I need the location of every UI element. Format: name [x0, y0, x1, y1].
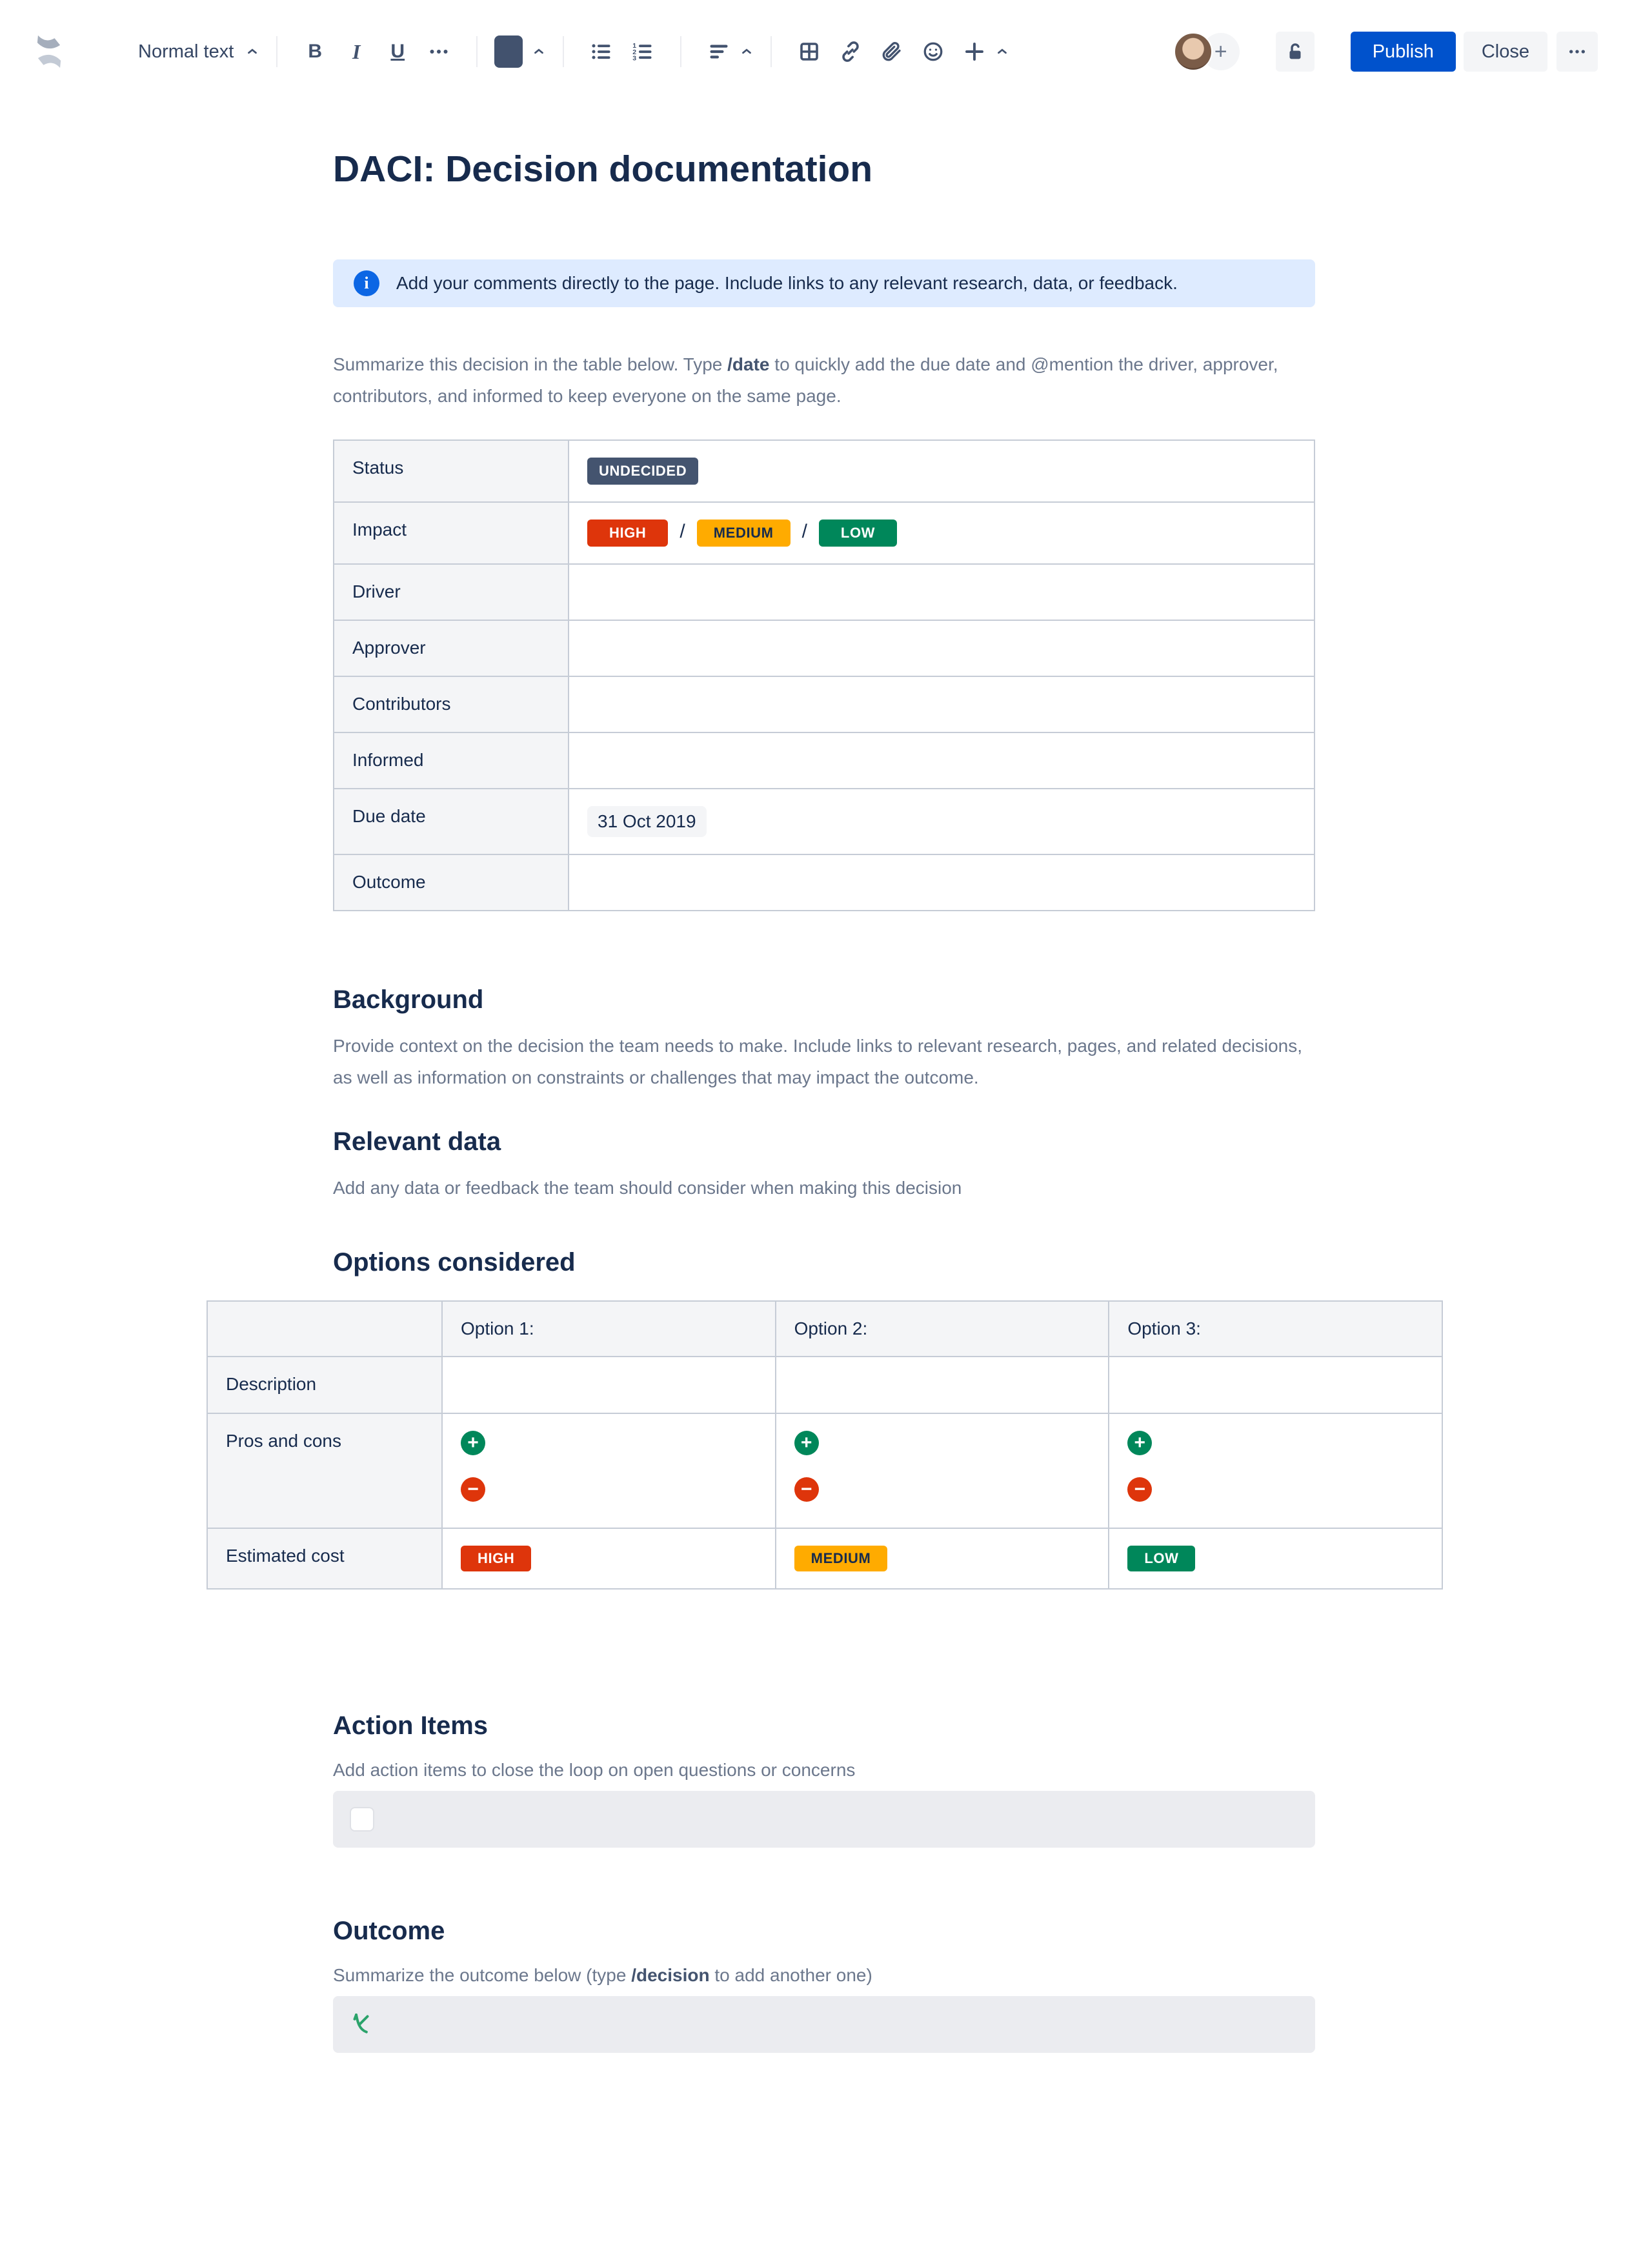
publish-label: Publish — [1372, 41, 1434, 62]
impact-low-badge[interactable]: LOW — [819, 520, 897, 547]
pros-cons-option2-cell[interactable] — [776, 1413, 1109, 1528]
paperclip-icon — [880, 40, 903, 63]
bullet-list-icon — [590, 40, 613, 63]
contributors-value-cell[interactable] — [569, 676, 1315, 732]
approver-value-cell[interactable] — [569, 620, 1315, 676]
more-actions-button[interactable] — [1556, 32, 1598, 72]
description-label-cell[interactable]: Description — [207, 1357, 442, 1413]
chevron-up-icon[interactable] — [995, 45, 1009, 59]
cost-low-badge[interactable]: LOW — [1127, 1546, 1195, 1571]
informed-label-cell[interactable]: Informed — [334, 732, 569, 789]
action-items-heading: Action Items — [333, 1711, 489, 1740]
approver-label-cell[interactable]: Approver — [334, 620, 569, 676]
pros-cons-option3-cell[interactable] — [1109, 1413, 1442, 1528]
options-considered-heading: Options considered — [333, 1248, 576, 1277]
plus-icon — [963, 40, 986, 63]
impact-high-badge[interactable]: HIGH — [587, 520, 668, 547]
toolbar-divider — [563, 36, 564, 67]
italic-button[interactable] — [341, 36, 372, 67]
relevant-data-paragraph: Add any data or feedback the team should consider when making this decision — [333, 1178, 962, 1198]
due-date-label-cell[interactable]: Due date — [334, 789, 569, 854]
description-row — [207, 1357, 1442, 1413]
status-badge[interactable]: UNDECIDED — [587, 458, 698, 485]
option-2-header-cell[interactable]: Option 2: — [776, 1301, 1109, 1357]
chevron-up-icon[interactable] — [740, 45, 754, 59]
ellipsis-icon — [427, 40, 450, 63]
table-row — [334, 854, 1315, 911]
due-date-value-cell[interactable] — [569, 789, 1315, 854]
cost-option2-cell[interactable] — [776, 1528, 1109, 1589]
table-row — [334, 502, 1315, 564]
options-corner-cell[interactable] — [207, 1301, 442, 1357]
intro-paragraph — [333, 348, 1315, 412]
table-row — [334, 676, 1315, 732]
toolbar-divider — [771, 36, 772, 67]
toolbar-divider — [476, 36, 478, 67]
background-paragraph: Provide context on the decision the team needs to make. Include links to relevant research, pages, and related decisions, as well as information on constraints or challenges that may impact the outcome. — [333, 1036, 1302, 1087]
action-items-paragraph: Add action items to close the loop on open questions or concerns — [333, 1760, 856, 1780]
page-editor-content[interactable] — [226, 146, 1315, 2053]
toolbar-divider — [276, 36, 277, 67]
link-icon — [839, 40, 862, 63]
cost-medium-badge[interactable]: MEDIUM — [794, 1546, 888, 1571]
estimated-cost-row — [207, 1528, 1442, 1589]
due-date-lozenge[interactable]: 31 Oct 2019 — [587, 806, 707, 837]
table-row — [334, 620, 1315, 676]
ellipsis-icon — [1567, 41, 1587, 62]
background-heading: Background — [333, 985, 484, 1014]
pro-icon[interactable]: + — [461, 1431, 485, 1455]
chevron-up-icon — [532, 45, 546, 59]
driver-value-cell[interactable] — [569, 564, 1315, 620]
text-style-dropdown[interactable] — [138, 41, 259, 63]
pro-icon[interactable]: + — [1127, 1431, 1152, 1455]
relevant-data-heading: Relevant data — [333, 1127, 501, 1156]
cost-high-badge[interactable]: HIGH — [461, 1546, 531, 1571]
options-table — [206, 1300, 1443, 1590]
impact-medium-badge[interactable]: MEDIUM — [697, 520, 791, 547]
options-header-row — [207, 1301, 1442, 1357]
cost-option1-cell[interactable] — [442, 1528, 776, 1589]
con-icon[interactable]: − — [1127, 1477, 1152, 1502]
text-style-label: Normal text — [138, 41, 234, 62]
contributors-label-cell[interactable]: Contributors — [334, 676, 569, 732]
close-label: Close — [1481, 41, 1529, 62]
insert-more-button[interactable] — [959, 36, 990, 67]
pro-icon[interactable]: + — [794, 1431, 819, 1455]
chevron-up-icon — [245, 45, 259, 59]
info-icon: i — [354, 270, 379, 296]
bold-glyph: B — [308, 41, 323, 62]
outcome-label-cell[interactable]: Outcome — [334, 854, 569, 911]
cost-option3-cell[interactable] — [1109, 1528, 1442, 1589]
numbered-list-icon — [631, 40, 654, 63]
outcome-paragraph — [333, 1963, 1315, 1988]
table-row — [334, 789, 1315, 854]
confluence-logo-icon — [28, 31, 70, 72]
outcome-suffix: to add another one) — [709, 1965, 872, 1985]
impact-separator: / — [680, 521, 685, 542]
pros-cons-row — [207, 1413, 1442, 1528]
info-panel[interactable] — [333, 259, 1315, 307]
plus-glyph: + — [1214, 39, 1227, 64]
text-color-button[interactable] — [494, 35, 546, 68]
table-row — [334, 564, 1315, 620]
underline-glyph: U — [390, 41, 405, 62]
emoji-button[interactable] — [918, 36, 949, 67]
decision-fork-icon — [350, 2012, 376, 2037]
description-option3-cell[interactable] — [1109, 1357, 1442, 1413]
status-value-cell[interactable] — [569, 440, 1315, 502]
date-command-token: /date — [727, 354, 770, 374]
italic-glyph: I — [352, 39, 361, 63]
user-avatar[interactable] — [1174, 32, 1213, 71]
decision-command-token: /decision — [631, 1965, 710, 1985]
pros-cons-label-cell[interactable]: Pros and cons — [207, 1413, 442, 1528]
emoji-icon — [922, 40, 945, 63]
close-button[interactable] — [1464, 32, 1547, 72]
numbered-list-button[interactable] — [627, 36, 658, 67]
decision-placeholder-box[interactable] — [333, 1996, 1315, 2053]
outcome-value-cell[interactable] — [569, 854, 1315, 911]
driver-label-cell[interactable]: Driver — [334, 564, 569, 620]
table-row — [334, 440, 1315, 502]
insert-table-button[interactable] — [794, 36, 825, 67]
informed-value-cell[interactable] — [569, 732, 1315, 789]
alignment-button[interactable] — [703, 36, 734, 67]
estimated-cost-label-cell[interactable]: Estimated cost — [207, 1528, 442, 1589]
decision-summary-table — [333, 439, 1315, 911]
text-color-swatch — [494, 35, 523, 68]
con-icon[interactable]: − — [461, 1477, 485, 1502]
bold-button[interactable] — [299, 36, 330, 67]
attach-file-button[interactable] — [876, 36, 907, 67]
align-left-icon — [707, 40, 730, 63]
unlock-icon — [1284, 41, 1306, 63]
outcome-prefix: Summarize the outcome below (type — [333, 1965, 632, 1985]
option-3-header-cell[interactable]: Option 3: — [1109, 1301, 1442, 1357]
editor-toolbar — [0, 0, 1652, 103]
impact-value-cell[interactable] — [569, 502, 1315, 564]
publish-button[interactable] — [1351, 32, 1456, 72]
table-icon — [798, 40, 821, 63]
description-option1-cell[interactable] — [442, 1357, 776, 1413]
task-checkbox[interactable] — [350, 1807, 374, 1832]
insert-link-button[interactable] — [835, 36, 866, 67]
pros-cons-option1-cell[interactable] — [442, 1413, 776, 1528]
impact-label-cell[interactable]: Impact — [334, 502, 569, 564]
option-1-header-cell[interactable]: Option 1: — [442, 1301, 776, 1357]
bullet-list-button[interactable] — [586, 36, 617, 67]
underline-button[interactable] — [382, 36, 413, 67]
svg-text:1: 1 — [632, 42, 637, 50]
table-row — [334, 732, 1315, 789]
toolbar-divider — [680, 36, 681, 67]
svg-text:3: 3 — [632, 54, 637, 63]
info-panel-text: Add your comments directly to the page. Include links to any relevant research, data, or feedback. — [396, 273, 1178, 293]
action-item-task-box[interactable] — [333, 1791, 1315, 1848]
impact-separator: / — [801, 521, 807, 542]
svg-text:2: 2 — [632, 48, 637, 56]
intro-prefix: Summarize this decision in the table below. Type — [333, 354, 728, 374]
intro-suffix: to quickly add the due date and @mention the driver, approver, contributors, and informed to keep everyone on the same page. — [333, 354, 1278, 406]
page-title: DACI: Decision documentation — [333, 148, 873, 190]
more-formatting-button[interactable] — [423, 36, 454, 67]
restrictions-button[interactable] — [1276, 32, 1315, 72]
con-icon[interactable]: − — [794, 1477, 819, 1502]
description-option2-cell[interactable] — [776, 1357, 1109, 1413]
outcome-heading: Outcome — [333, 1917, 445, 1945]
status-label-cell[interactable]: Status — [334, 440, 569, 502]
